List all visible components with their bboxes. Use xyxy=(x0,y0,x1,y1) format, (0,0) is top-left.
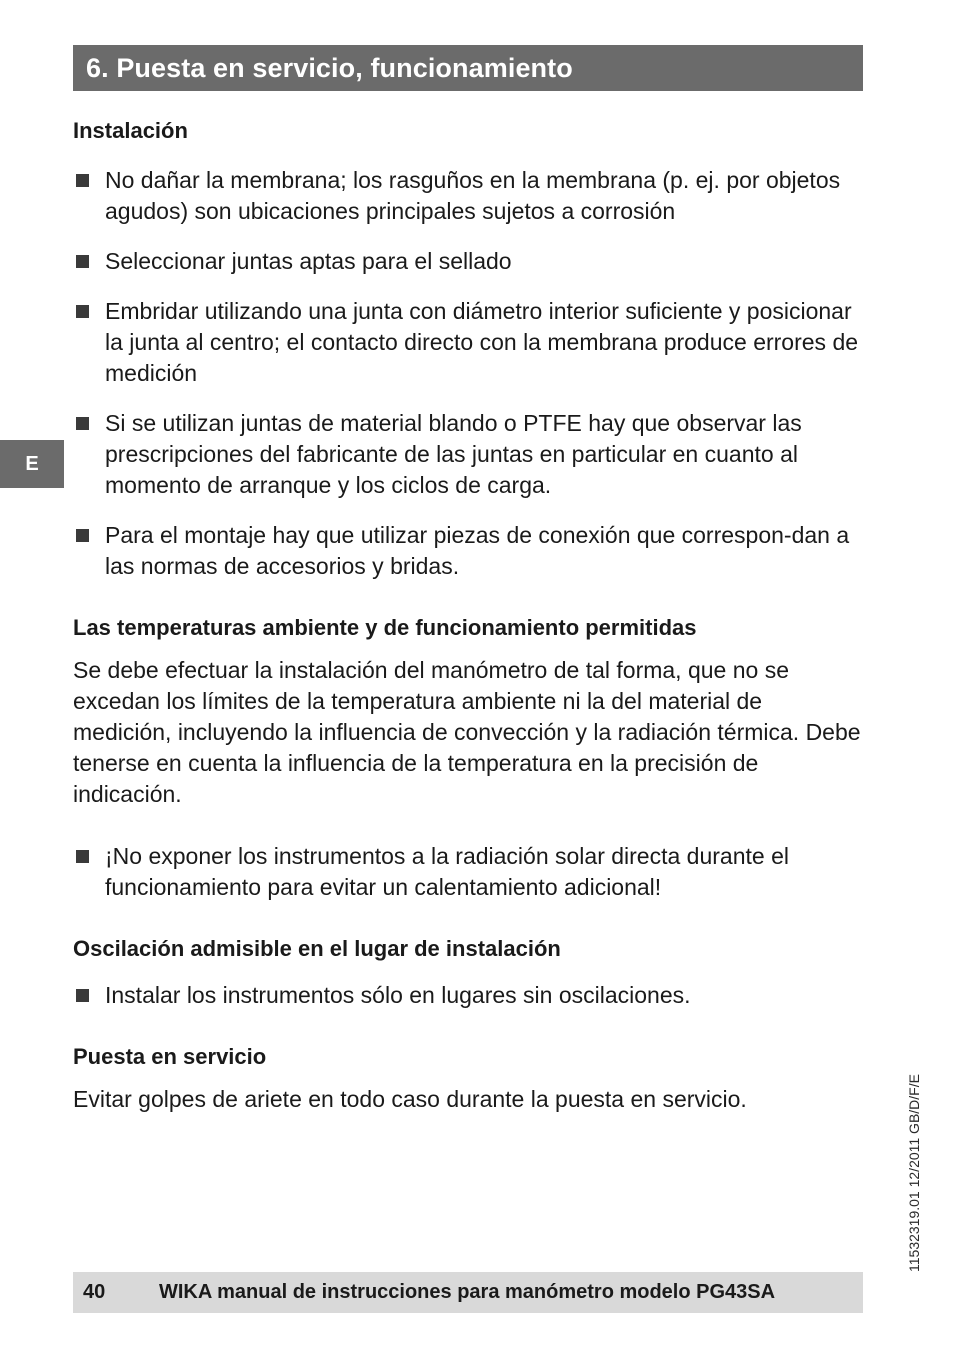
bullet-square-icon xyxy=(76,255,89,268)
list-item-text: Seleccionar juntas aptas para el sellado xyxy=(105,248,512,274)
list-item xyxy=(73,980,863,1011)
commissioning-section xyxy=(73,1041,863,1115)
language-tab-label: E xyxy=(25,452,39,475)
language-tab xyxy=(0,440,64,488)
vibration-section xyxy=(73,933,863,1011)
bullet-square-icon xyxy=(76,305,89,318)
page-content xyxy=(73,115,863,1115)
list-item-text: Instalar los instrumentos sólo en lugares sin oscilaciones. xyxy=(105,982,691,1008)
temperatures-heading: Las temperaturas ambiente y de funcionamiento permitidas xyxy=(73,615,697,640)
vibration-heading: Oscilación admisible en el lugar de instalación xyxy=(73,936,561,961)
commissioning-heading: Puesta en servicio xyxy=(73,1044,267,1069)
installation-list xyxy=(73,165,863,582)
list-item-text: No dañar la membrana; los rasguños en la membrana (p. ej. por objetos agudos) son ubicaciones principales sujetos a corrosión xyxy=(105,167,841,224)
list-item xyxy=(73,296,863,389)
document-code: 11532319.01 12/2011 GB/D/F/E xyxy=(906,1074,922,1272)
section-title: 6. Puesta en servicio, funcionamiento xyxy=(86,52,573,83)
list-item xyxy=(73,246,863,277)
temperatures-section xyxy=(73,612,863,903)
page-footer xyxy=(73,1272,863,1313)
bullet-square-icon xyxy=(76,989,89,1002)
bullet-square-icon xyxy=(76,174,89,187)
section-header xyxy=(73,45,863,91)
vibration-list xyxy=(73,980,863,1011)
bullet-square-icon xyxy=(76,529,89,542)
list-item-text: Si se utilizan juntas de material blando o PTFE hay que observar las prescripciones del fabricante de las juntas en particular en cuanto al momento de arranque y los ciclos de carga. xyxy=(105,410,802,498)
list-item xyxy=(73,841,863,903)
bullet-square-icon xyxy=(76,850,89,863)
list-item xyxy=(73,520,863,582)
bullet-square-icon xyxy=(76,417,89,430)
temperatures-paragraph: Se debe efectuar la instalación del manómetro de tal forma, que no se excedan los límites de la temperatura ambiente ni la del material de medición, incluyendo la influencia de convección y la radiación térmica. Debe tenerse en cuenta la influencia de la temperatura en la precisión de indicación. xyxy=(73,657,861,807)
list-item-text: Embridar utilizando una junta con diámetro interior suficiente y posicionar la junta al centro; el contacto directo con la membrana produce errores de medición xyxy=(105,298,859,386)
installation-heading: Instalación xyxy=(73,118,188,143)
page-number: 40 xyxy=(83,1281,106,1303)
installation-section xyxy=(73,115,863,582)
commissioning-paragraph: Evitar golpes de ariete en todo caso durante la puesta en servicio. xyxy=(73,1086,747,1112)
list-item xyxy=(73,165,863,227)
footer-title: WIKA manual de instrucciones para manómetro modelo PG43SA xyxy=(159,1281,776,1303)
list-item-text: ¡No exponer los instrumentos a la radiación solar directa durante el funcionamiento para evitar un calentamiento adicional! xyxy=(105,843,789,900)
temperatures-list xyxy=(73,841,863,903)
list-item-text: Para el montaje hay que utilizar piezas de conexión que correspon-dan a las normas de accesorios y bridas. xyxy=(105,522,850,579)
list-item xyxy=(73,408,863,501)
